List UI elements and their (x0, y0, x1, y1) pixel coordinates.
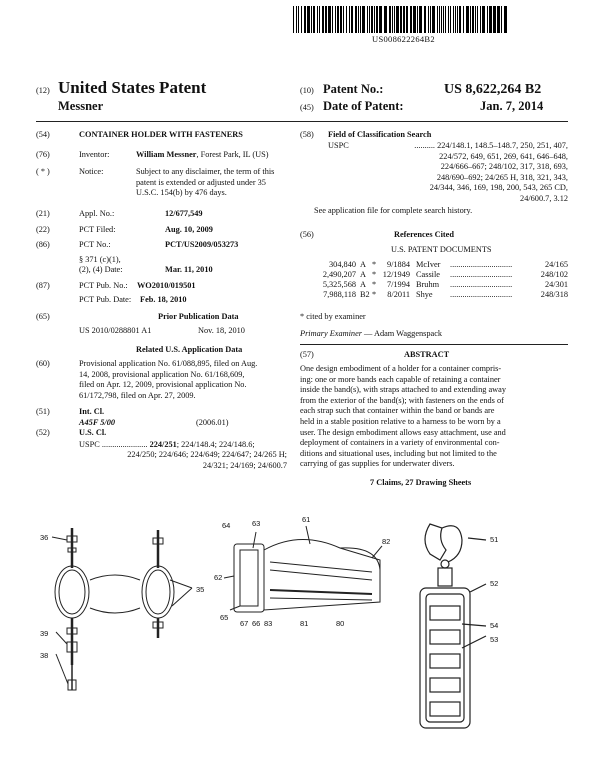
barcode-bar (439, 6, 440, 33)
patent-no-label: Patent No.: (323, 82, 384, 96)
inventor-surname: Messner (58, 99, 104, 113)
ref-name: Shye (416, 290, 433, 299)
prior-publication-heading: Prior Publication Data (158, 312, 239, 321)
barcode-bar (394, 6, 395, 33)
drawing-holder-section (224, 526, 382, 612)
barcode-bar (450, 6, 451, 33)
patent-title: CONTAINER HOLDER WITH FASTENERS (79, 130, 243, 139)
barcode-bar (322, 6, 324, 33)
barcode-bar (441, 6, 442, 33)
inventor-place: , Forest Park, IL (US) (196, 150, 269, 159)
barcode-bar (413, 6, 416, 33)
barcode-bar (455, 6, 456, 33)
ref-class: 24/165 (544, 260, 568, 269)
barcode-bar (470, 6, 471, 33)
primary-examiner (300, 329, 442, 340)
label-52: 52 (490, 579, 499, 588)
classification-list (352, 141, 568, 205)
notice-line: U.S.C. 154(b) by 476 days. (136, 188, 227, 198)
barcode-bar (432, 6, 435, 33)
inventor-label: Inventor: (79, 150, 110, 159)
barcode-bar (340, 6, 342, 33)
barcode-bar (369, 6, 370, 33)
barcode-bar (475, 6, 476, 33)
us-cl-leader-dots: ...................... (101, 440, 148, 449)
ref-leader-dots: .............................. (450, 270, 513, 279)
label-81: 81 (300, 619, 309, 628)
barcode-bar (417, 6, 418, 33)
barcode-bar (313, 6, 315, 33)
primary-examiner-label: Primary Examiner (300, 329, 362, 338)
barcode-bar (379, 6, 382, 33)
prior-publication-number: US 2010/0288801 A1 (79, 326, 152, 335)
ref-name: Cassile (416, 270, 440, 279)
code-60: (60) (36, 359, 50, 368)
document-type: United States Patent (58, 78, 207, 97)
ref-name: Bruhm (416, 280, 440, 289)
barcode-number: US008622264B2 (372, 34, 435, 44)
search-history-note: See application file for complete search history. (314, 206, 473, 215)
date-of-patent-label: Date of Patent: (323, 99, 404, 113)
barcode-bar (410, 6, 412, 33)
ref-class: 248/318 (540, 290, 568, 299)
barcode-bar (437, 6, 438, 33)
barcode-bar (389, 6, 391, 33)
classification-uspc: USPC (328, 141, 349, 150)
drawing-clip-holder (420, 524, 486, 728)
classification-line: 248/690–692; 24/265 H, 318, 321, 343, (436, 172, 568, 182)
abstract-line: carrying of gas supplies for underwater divers. (300, 459, 455, 469)
provisional-line: 61/172,798, filed on Apr. 27, 2009. (79, 390, 196, 400)
label-80: 80 (336, 619, 345, 628)
barcode-bar (424, 6, 426, 33)
barcode-bar (419, 6, 422, 33)
claims-summary: 7 Claims, 27 Drawing Sheets (370, 478, 472, 487)
code-22: (22) (36, 225, 50, 234)
abstract-line: from the exterior of the band(s); with fasteners on the ends of (300, 395, 504, 405)
label-53: 53 (490, 635, 499, 644)
barcode-bar (301, 6, 302, 33)
barcode-bar (346, 6, 347, 33)
label-51: 51 (490, 535, 499, 544)
ref-date: 8/2011 (387, 290, 410, 299)
barcode-bar (317, 6, 318, 33)
us-patent-documents-heading: U.S. PATENT DOCUMENTS (391, 245, 492, 254)
related-us-application-heading: Related U.S. Application Data (136, 345, 243, 354)
label-54: 54 (490, 621, 499, 630)
code-86: (86) (36, 240, 50, 249)
ref-name: McIver (416, 260, 441, 269)
references-cited-heading: References Cited (394, 230, 454, 239)
barcode-bar (403, 6, 405, 33)
barcode-bar (362, 6, 365, 33)
drawing-container-bands (52, 528, 192, 690)
barcode-bar (296, 6, 297, 33)
int-cl-version: (2006.01) (196, 418, 229, 427)
barcode-bar (493, 6, 496, 33)
ref-patent-no: 304,840 (329, 260, 356, 269)
barcode-bar (384, 6, 387, 33)
label-61: 61 (302, 515, 311, 524)
classification-search-heading: Field of Classification Search (328, 130, 432, 139)
ref-kind: A (360, 280, 366, 289)
provisional-line: 14, 2008, provisional application No. 61/168,609, (79, 369, 245, 379)
notice-line: Subject to any disclaimer, the term of this (136, 167, 275, 176)
int-cl-label: Int. Cl. (79, 407, 105, 416)
label-63: 63 (252, 519, 261, 528)
barcode-bar (311, 6, 312, 33)
barcode-bar (349, 6, 350, 33)
classification-line: 24/344, 346, 169, 198, 200, 543, 265 CD, (429, 183, 568, 193)
section-371-date: Mar. 11, 2010 (165, 265, 213, 274)
us-cl-line-1 (79, 440, 255, 451)
notice-line: patent is extended or adjusted under 35 (136, 177, 266, 187)
abstract-line: One design embodiment of a holder for a container compris- (300, 364, 502, 373)
barcode-bar (335, 6, 336, 33)
us-cl-rest: ; 224/148.4; 224/148.6; (176, 440, 255, 449)
ref-star: * (372, 280, 377, 289)
abstract-line: deployment of containers in a variety of environmental con- (300, 438, 500, 448)
abstract-line: user. The design embodiment allows easy attachment, use and (300, 427, 506, 437)
barcode-bar (504, 6, 507, 33)
code-12: (12) (36, 86, 50, 95)
label-36: 36 (40, 533, 49, 542)
label-35: 35 (196, 585, 205, 594)
barcode-bar (459, 6, 461, 33)
ref-leader-dots: .............................. (450, 290, 513, 299)
ref-class: 24/301 (544, 280, 568, 289)
barcode-bar (376, 6, 378, 33)
barcode-bar (480, 6, 481, 33)
barcode-bar (304, 6, 306, 33)
label-67: 67 (240, 619, 249, 628)
barcode-bar (325, 6, 327, 33)
barcode-bar (463, 6, 464, 33)
appl-no: 12/677,549 (165, 209, 203, 218)
ref-class: 248/102 (540, 270, 568, 279)
abstract-line: inside the band(s), with straps attached to and extending away (300, 385, 506, 395)
us-cl-first: 224/251 (149, 440, 177, 449)
ref-star: * (372, 260, 377, 269)
label-38: 38 (40, 651, 49, 660)
code-57: (57) (300, 350, 314, 359)
code-54: (54) (36, 130, 50, 139)
int-cl-class: A45F 5/00 (79, 418, 116, 427)
abstract-line: ditions and situational uses, including but not limited to the (300, 448, 497, 458)
barcode-bar (448, 6, 449, 33)
inventor-value (136, 150, 269, 161)
us-cl-uspc: USPC (79, 440, 100, 449)
ref-patent-no: 5,325,568 (322, 280, 356, 289)
appl-no-label: Appl. No.: (79, 209, 115, 218)
section-371-date-label: (2), (4) Date: (79, 265, 123, 274)
barcode-bar (482, 6, 485, 33)
ref-patent-no: 2,490,207 (322, 270, 356, 279)
label-66: 66 (252, 619, 261, 628)
label-82: 82 (382, 537, 391, 546)
reference-row (314, 280, 568, 290)
barcode-bar (428, 6, 429, 33)
barcode-bar (400, 6, 402, 33)
ref-leader-dots: .............................. (450, 260, 513, 269)
ref-leader-dots: .............................. (450, 280, 513, 289)
label-65: 65 (220, 613, 229, 622)
barcode-bar (477, 6, 478, 33)
label-83: 83 (264, 619, 273, 628)
prior-publication-date: Nov. 18, 2010 (198, 326, 245, 335)
barcode-bar (392, 6, 393, 33)
reference-row (314, 260, 568, 270)
us-cl-line: 224/250; 224/646; 224/649; 224/647; 24/265 H; (127, 450, 287, 459)
barcode-bar (351, 6, 353, 33)
notice-text (136, 167, 274, 199)
pct-filed: Aug. 10, 2009 (165, 225, 213, 234)
ref-date: 9/1884 (386, 260, 410, 269)
ref-kind: A (360, 260, 366, 269)
barcode-bar (406, 6, 408, 33)
pct-no-label: PCT No.: (79, 240, 111, 249)
barcode-bar (487, 6, 488, 33)
ref-date: 12/1949 (382, 270, 410, 279)
code-56: (56) (300, 230, 314, 239)
classification-line: 224/666–667; 248/102, 317, 318, 693, (440, 162, 568, 172)
barcode-bar (337, 6, 339, 33)
barcode-bar (472, 6, 474, 33)
barcode-bar (343, 6, 344, 33)
notice-label: Notice: (79, 167, 104, 176)
code-58: (58) (300, 130, 314, 139)
ref-kind: A (360, 270, 366, 279)
barcode-bar (457, 6, 458, 33)
cited-by-examiner: * cited by examiner (300, 312, 366, 321)
barcode-bar (497, 6, 500, 33)
classification-line: 24/600.7, 3.12 (520, 193, 568, 203)
barcode-bar (360, 6, 361, 33)
barcode-bar (355, 6, 357, 33)
barcode-bar (445, 6, 446, 33)
code-52: (52) (36, 428, 50, 437)
ref-kind: B2 (360, 290, 370, 299)
provisional-applications (79, 359, 257, 401)
reference-row (314, 270, 568, 280)
us-cl-line: 24/321; 24/169; 24/600.7 (202, 460, 287, 470)
barcode-bar (374, 6, 375, 33)
barcode-bar (430, 6, 431, 33)
pct-pub-no: WO2010/019501 (137, 281, 196, 290)
barcode-bar (298, 6, 299, 33)
code-87: (87) (36, 281, 50, 290)
pct-no: PCT/US2009/053273 (165, 240, 239, 249)
classification-line: .......... 224/148.1, 148.5–148.7, 250, 251, 407, (414, 141, 568, 150)
examiner-divider (300, 344, 568, 345)
abstract-heading: ABSTRACT (404, 350, 450, 359)
inventor-name: William Messner (136, 150, 197, 159)
label-62: 62 (214, 573, 223, 582)
barcode-bar (328, 6, 331, 33)
patent-drawings (0, 510, 600, 773)
code-notice: ( * ) (36, 167, 50, 176)
code-51: (51) (36, 407, 50, 416)
barcode-bar (332, 6, 333, 33)
barcode-bar (501, 6, 502, 33)
barcode-bar (293, 6, 294, 33)
abstract-text (300, 364, 570, 470)
patent-number: US 8,622,264 B2 (444, 82, 542, 97)
barcode-bar (396, 6, 399, 33)
barcode-graphic (293, 6, 508, 33)
code-65: (65) (36, 312, 50, 321)
reference-row (314, 290, 568, 300)
abstract-line: held in a stable position relative to a harness to be worn by a (300, 416, 501, 426)
barcode-bar (466, 6, 469, 33)
ref-star: * (372, 290, 377, 299)
pct-pub-date: Feb. 18, 2010 (140, 295, 187, 304)
section-371-label: § 371 (c)(1), (79, 255, 121, 264)
pct-pub-date-label: PCT Pub. Date: (79, 295, 132, 304)
barcode-bar (453, 6, 454, 33)
date-of-patent: Jan. 7, 2014 (480, 99, 544, 113)
label-39: 39 (40, 629, 49, 638)
barcode (293, 6, 508, 33)
ref-star: * (372, 270, 377, 279)
code-45: (45) (300, 103, 314, 112)
barcode-bar (358, 6, 359, 33)
code-21: (21) (36, 209, 50, 218)
us-cl-label: U.S. Cl. (79, 428, 107, 437)
abstract-line: ing: one or more bands each capable of retaining a container (300, 374, 501, 384)
code-10: (10) (300, 86, 314, 95)
barcode-bar (319, 6, 320, 33)
provisional-line: Provisional application No. 61/088,895, filed on Aug. (79, 359, 258, 368)
barcode-bar (371, 6, 373, 33)
pct-filed-label: PCT Filed: (79, 225, 116, 234)
label-64: 64 (222, 521, 231, 530)
abstract-line: each strap such that container within the band or bands are (300, 406, 495, 416)
barcode-bar (307, 6, 310, 33)
barcode-bar (367, 6, 368, 33)
ref-patent-no: 7,988,118 (323, 290, 356, 299)
barcode-bar (443, 6, 444, 33)
ref-date: 7/1994 (386, 280, 410, 289)
barcode-bar (489, 6, 492, 33)
code-76: (76) (36, 150, 50, 159)
header-divider (36, 121, 568, 122)
primary-examiner-name: — Adam Waggenspack (361, 329, 443, 338)
us-cl-more (103, 450, 287, 471)
pct-pub-no-label: PCT Pub. No.: (79, 281, 128, 290)
provisional-line: filed on Apr. 12, 2009, provisional application No. (79, 380, 247, 390)
classification-line: 224/572, 649, 651, 269, 641, 646–648, (439, 151, 568, 161)
